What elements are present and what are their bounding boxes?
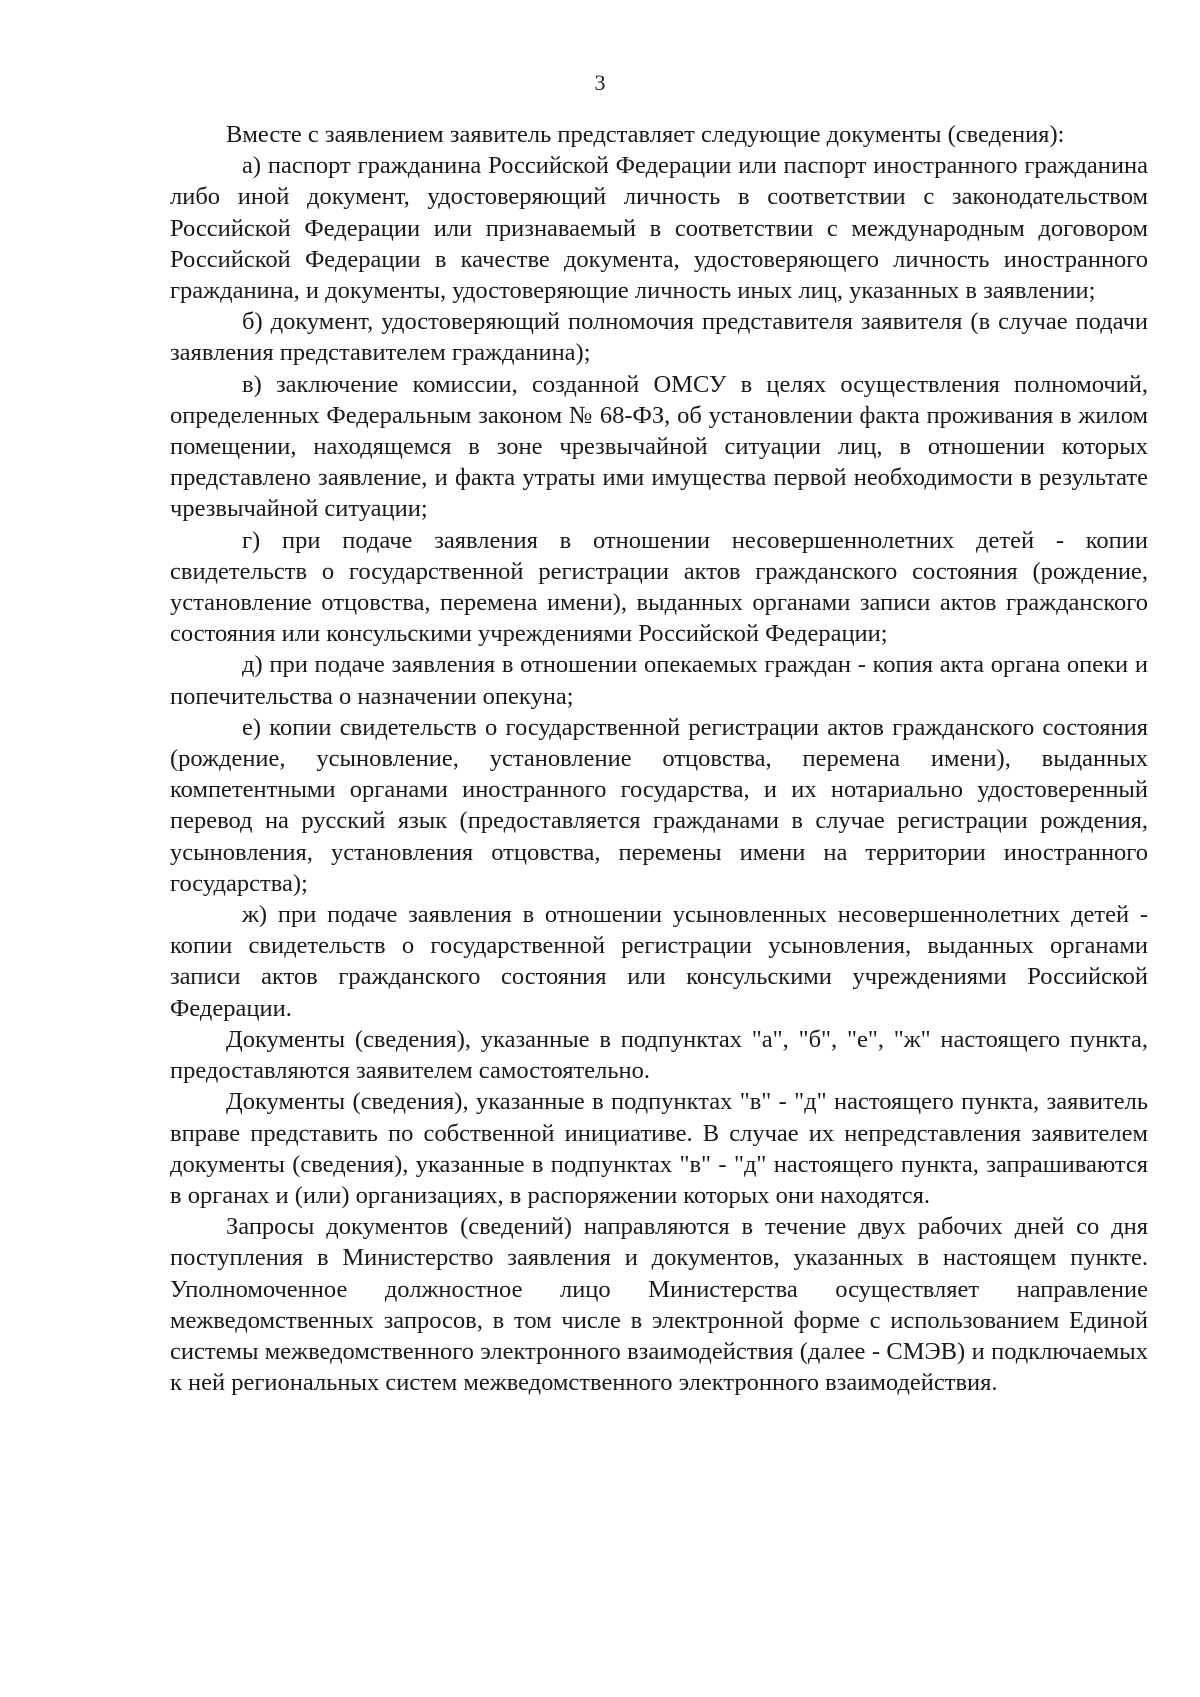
document-body [170,119,1148,1398]
list-item-zh: ж) при подаче заявления в отношении усыновленных несовершеннолетних детей - копии свидетельств о государственной регистрации усыновления, выданных органами записи актов гражданского состояния или консульскими учреждениями Российской Федерации. [170,901,1148,1022]
list-item-a: а) паспорт гражданина Российской Федерации или паспорт иностранного гражданина либо иной документ, удостоверяющий личность в соответствии с законодательством Российской Федерации или признаваемый в соответствии с международным договором Российской Федерации в качестве документа, удостоверяющего личность иностранного гражданина, и документы, удостоверяющие личность иных лиц, указанных в заявлении; [170,152,1148,305]
list-item-v: в) заключение комиссии, созданной ОМСУ в целях осуществления полномочий, определенных Федеральным законом № 68-ФЗ, об установлении факта проживания в жилом помещении, находящемся в зоне чрезвычайной ситуации лиц, в отношении которых представлено заявление, и факта утраты ими имущества первой необходимости в результате чрезвычайной ситуации; [170,370,1148,523]
paragraph-own-initiative: Документы (сведения), указанные в подпунктах "в" - "д" настоящего пункта, заявитель вправе представить по собственной инициативе. В случае их непредставления заявителем документы (сведения), указанные в подпунктах "в" - "д" настоящего пункта, запрашиваются в органах и (или) организациях, в распоряжении которых они находятся. [170,1088,1148,1209]
list-item-d: д) при подаче заявления в отношении опекаемых граждан - копия акта органа опеки и попечительства о назначении опекуна; [170,651,1148,710]
list-item-b: б) документ, удостоверяющий полномочия представителя заявителя (в случае подачи заявления представителем гражданина); [170,308,1148,367]
list-item-e: е) копии свидетельств о государственной регистрации актов гражданского состояния (рождение, усыновление, установление отцовства, перемена имени), выданных компетентными органами иностранного государства, и их нотариально удостоверенный перевод на русский язык (предоставляется гражданами в случае регистрации рождения, усыновления, установления отцовства, перемены имени на территории иностранного государства); [170,713,1148,897]
paragraph-requests: Запросы документов (сведений) направляются в течение двух рабочих дней со дня поступления в Министерство заявления и документов, указанных в настоящем пункте. Уполномоченное должностное лицо Министерства осуществляет направление межведомственных запросов, в том числе в электронной форме с использованием Единой системы межведомственного электронного взаимодействия (далее - СМЭВ) и подключаемых к ней региональных систем межведомственного электронного взаимодействия. [170,1213,1148,1397]
list-item-g: г) при подаче заявления в отношении несовершеннолетних детей - копии свидетельств о государственной регистрации актов гражданского состояния (рождение, установление отцовства, перемена имени), выданных органами записи актов гражданского состояния или консульскими учреждениями Российской Федерации; [170,526,1148,648]
intro-paragraph: Вместе с заявлением заявитель представляет следующие документы (сведения): [226,121,1065,148]
paragraph-self-provided: Документы (сведения), указанные в подпунктах "а", "б", "е", "ж" настоящего пункта, предоставляются заявителем самостоятельно. [170,1025,1148,1085]
page-number: 3 [594,70,606,95]
